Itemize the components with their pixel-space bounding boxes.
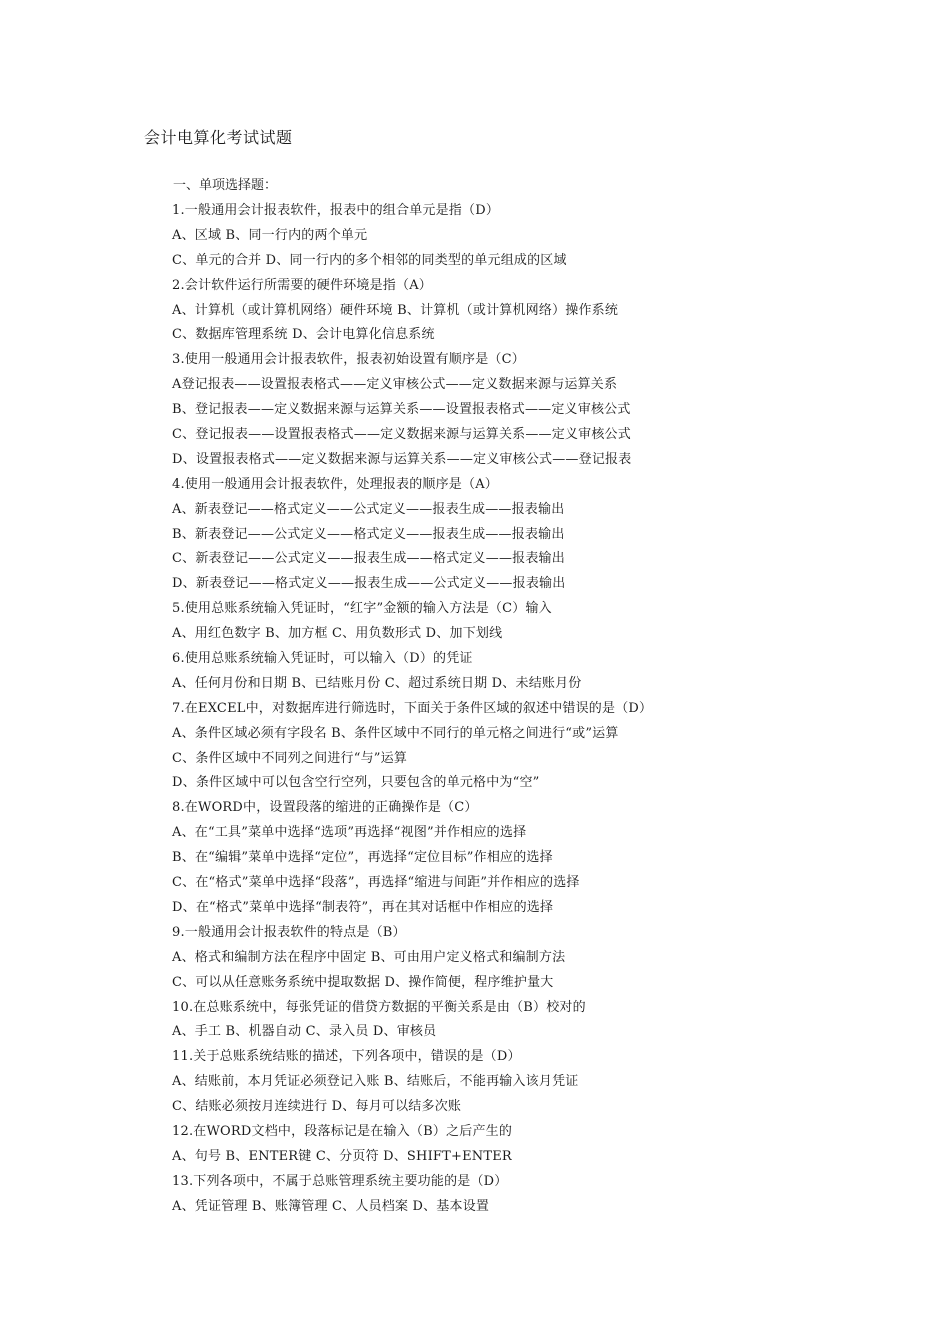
document-line: A、结账前，本月凭证必须登记入账 B、结账后，不能再输入该月凭证 — [172, 1074, 579, 1090]
document-line: 3.使用一般通用会计报表软件，报表初始设置有顺序是（C） — [172, 352, 525, 368]
document-line: 10.在总账系统中，每张凭证的借贷方数据的平衡关系是由（B）校对的 — [172, 999, 586, 1015]
document-line: A、凭证管理 B、账簿管理 C、人员档案 D、基本设置 — [172, 1198, 490, 1214]
document-line: A、手工 B、机器自动 C、录入员 D、审核员 — [172, 1024, 437, 1040]
document-line: 8.在WORD中，设置段落的缩进的正确操作是（C） — [172, 800, 478, 816]
document-line: C、可以从任意账务系统中提取数据 D、操作简便，程序维护量大 — [172, 974, 554, 990]
document-line: A、新表登记——格式定义——公式定义——报表生成——报表输出 — [172, 501, 565, 517]
document-line: D、条件区域中可以包含空行空列，只要包含的单元格中为“空” — [172, 775, 540, 791]
document-line: C、单元的合并 D、同一行内的多个相邻的同类型的单元组成的区域 — [172, 252, 567, 268]
document-line: A、在“工具”菜单中选择“选项”再选择“视图”并作相应的选择 — [172, 825, 527, 841]
document-line: 6.使用总账系统输入凭证时，可以输入（D）的凭证 — [172, 651, 473, 667]
document-line: D、在“格式”菜单中选择“制表符”，再在其对话框中作相应的选择 — [172, 899, 554, 915]
document-line: B、新表登记——公式定义——格式定义——报表生成——报表输出 — [172, 526, 565, 542]
document-line: A、句号 B、ENTER键 C、分页符 D、SHIFT+ENTER — [172, 1148, 512, 1164]
document-line: A、用红色数字 B、加方框 C、用负数形式 D、加下划线 — [172, 626, 503, 642]
document-line: 11.关于总账系统结账的描述，下列各项中，错误的是（D） — [172, 1049, 521, 1065]
document-line: 13.下列各项中，不属于总账管理系统主要功能的是（D） — [172, 1173, 508, 1189]
document-line: C、结账必须按月连续进行 D、每月可以结多次账 — [172, 1099, 462, 1115]
document-line: B、登记报表——定义数据来源与运算关系——设置报表格式——定义审核公式 — [172, 402, 631, 418]
document-line: D、设置报表格式——定义数据来源与运算关系——定义审核公式——登记报表 — [172, 451, 632, 467]
document-line: C、新表登记——公式定义——报表生成——格式定义——报表输出 — [172, 551, 565, 567]
document-line: 1.一般通用会计报表软件，报表中的组合单元是指（D） — [172, 203, 500, 218]
document-line: A、区域 B、同一行内的两个单元 — [172, 227, 368, 243]
document-title: 会计电算化考试试题 — [144, 128, 293, 147]
document-line: 7.在EXCEL中，对数据库进行筛选时，下面关于条件区域的叙述中错误的是（D） — [172, 700, 653, 716]
document-line: 5.使用总账系统输入凭证时，“红字”金额的输入方法是（C）输入 — [172, 601, 552, 617]
document-line: 2.会计软件运行所需要的硬件环境是指（A） — [172, 277, 432, 293]
document-line: C、条件区域中不同列之间进行“与”运算 — [172, 750, 408, 766]
document-line: A、条件区域必须有字段名 B、条件区域中不同行的单元格之间进行“或”运算 — [172, 725, 619, 741]
document-line: 12.在WORD文档中，段落标记是在输入（B）之后产生的 — [172, 1123, 513, 1139]
document-line: 4.使用一般通用会计报表软件，处理报表的顺序是（A） — [172, 476, 498, 492]
section-heading: 一、单项选择题： — [173, 178, 278, 193]
document-line: A、任何月份和日期 B、已结账月份 C、超过系统日期 D、未结账月份 — [172, 675, 582, 691]
document-line: 9.一般通用会计报表软件的特点是（B） — [172, 924, 406, 940]
document-line: A、格式和编制方法在程序中固定 B、可由用户定义格式和编制方法 — [172, 949, 566, 965]
document-line: C、数据库管理系统 D、会计电算化信息系统 — [172, 327, 435, 343]
question-list — [172, 199, 892, 1220]
document-line: A、计算机（或计算机网络）硬件环境 B、计算机（或计算机网络）操作系统 — [172, 302, 619, 318]
document-line: D、新表登记——格式定义——报表生成——公式定义——报表输出 — [172, 576, 566, 592]
document-line: B、在“编辑”菜单中选择“定位”，再选择“定位目标”作相应的选择 — [172, 850, 553, 866]
document-line: C、在“格式”菜单中选择“段落”，再选择“缩进与间距”并作相应的选择 — [172, 875, 580, 891]
document-line: A登记报表——设置报表格式——定义审核公式——定义数据来源与运算关系 — [172, 377, 618, 393]
document-line: C、登记报表——设置报表格式——定义数据来源与运算关系——定义审核公式 — [172, 427, 631, 443]
